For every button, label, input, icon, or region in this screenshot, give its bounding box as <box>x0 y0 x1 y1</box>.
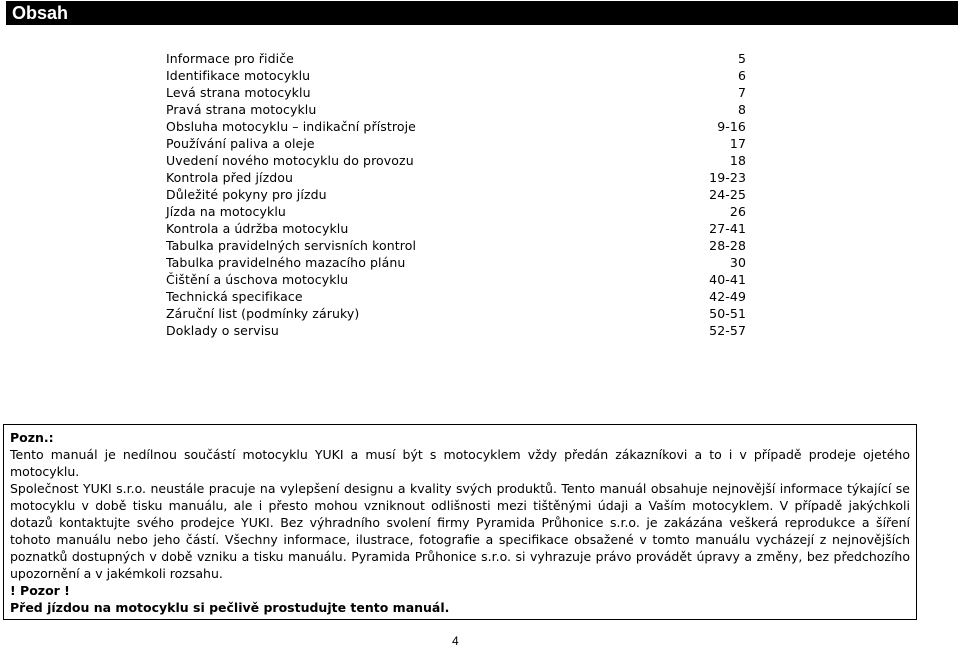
warning-text: Před jízdou na motocyklu si pečlivě prostudujte tento manuál. <box>10 600 450 615</box>
toc-entry <box>166 50 746 67</box>
toc-entry-title: Jízda na motocyklu <box>166 204 286 219</box>
toc-entry-title: Pravá strana motocyklu <box>166 102 317 117</box>
toc-entry-page: 30 <box>729 255 746 270</box>
toc-entry-page: 24-25 <box>709 187 746 202</box>
toc-entry-title: Kontrola před jízdou <box>166 170 294 185</box>
section-header <box>6 1 958 25</box>
toc-entry-title: Kontrola a údržba motocyklu <box>166 221 349 236</box>
toc-entry <box>166 101 746 118</box>
toc-entry-page: 50-51 <box>709 306 746 321</box>
page-number: 4 <box>452 634 459 648</box>
toc-entry-title: Čištění a úschova motocyklu <box>166 272 349 287</box>
toc-entry <box>166 67 746 84</box>
toc-entry-page: 28-28 <box>709 238 746 253</box>
toc-entry-title: Identifikace motocyklu <box>166 68 311 83</box>
table-of-contents <box>166 50 746 339</box>
toc-entry-page: 5 <box>737 51 746 66</box>
toc-entry-title: Obsluha motocyklu – indikační přístroje <box>166 119 416 134</box>
toc-entry <box>166 271 746 288</box>
toc-entry <box>166 203 746 220</box>
note-paragraph-1: Tento manuál je nedílnou součástí motocyklu YUKI a musí být s motocyklem vždy předán zákazníkovi a to i v případě prodeje ojetého motocyklu. <box>10 447 910 479</box>
toc-entry-page: 18 <box>729 153 746 168</box>
note-heading: Pozn.: <box>10 430 54 445</box>
toc-entry <box>166 322 746 339</box>
toc-entry-title: Levá strana motocyklu <box>166 85 311 100</box>
toc-entry-page: 19-23 <box>709 170 746 185</box>
toc-entry <box>166 305 746 322</box>
toc-entry-page: 42-49 <box>709 289 746 304</box>
note-paragraph-2: Společnost YUKI s.r.o. neustále pracuje na vylepšení designu a kvality svých produktů. Tento manuál obsahuje nejnovější informace týkající se motocyklu v době tisku manuálu, ale i přesto mohou vzniknout odlišnosti mezi tištěnými údaji a Vaším motocyklem. V případě jakýchkoli dotazů kontaktujte svého prodejce YUKI. Bez výhradního svolení firmy Pyramida Průhonice s.r.o. je zakázána veškerá reprodukce a šíření tohoto manuálu nebo jeho částí. Všechny informace, ilustrace, fotografie a specifikace obsažené v tomto manuálu vycházejí z nejnovějších poznatků dostupných v době vzniku a tisku manuálu. Pyramida Průhonice s.r.o. si vyhrazuje právo provádět úpravy a změny, bez předchozího upozornění a v jakémkoli rozsahu. <box>10 481 910 581</box>
toc-entry-page: 17 <box>729 136 746 151</box>
toc-entry-page: 6 <box>737 68 746 83</box>
warning-label: ! Pozor ! <box>10 583 70 598</box>
note-box <box>3 424 917 620</box>
toc-entry-page: 40-41 <box>709 272 746 287</box>
toc-entry-page: 26 <box>729 204 746 219</box>
toc-entry-title: Tabulka pravidelných servisních kontrol <box>166 238 417 253</box>
toc-entry <box>166 186 746 203</box>
toc-entry-page: 27-41 <box>709 221 746 236</box>
toc-entry-title: Technická specifikace <box>166 289 303 304</box>
toc-entry-title: Důležité pokyny pro jízdu <box>166 187 327 202</box>
toc-entry <box>166 135 746 152</box>
section-title: Obsah <box>12 3 69 23</box>
toc-entry-page: 52-57 <box>709 323 746 338</box>
toc-entry <box>166 84 746 101</box>
toc-entry <box>166 169 746 186</box>
toc-entry <box>166 254 746 271</box>
toc-entry-page: 7 <box>737 85 746 100</box>
toc-entry-title: Používání paliva a oleje <box>166 136 315 151</box>
toc-entry-page: 8 <box>737 102 746 117</box>
toc-entry-title: Doklady o servisu <box>166 323 279 338</box>
toc-entry <box>166 220 746 237</box>
toc-entry-title: Tabulka pravidelného mazacího plánu <box>166 255 406 270</box>
toc-entry-title: Uvedení nového motocyklu do provozu <box>166 153 414 168</box>
toc-entry-title: Záruční list (podmínky záruky) <box>166 306 360 321</box>
toc-entry-title: Informace pro řidiče <box>166 51 294 66</box>
toc-entry <box>166 152 746 169</box>
toc-entry <box>166 118 746 135</box>
toc-entry <box>166 237 746 254</box>
toc-entry <box>166 288 746 305</box>
toc-entry-page: 9-16 <box>717 119 746 134</box>
